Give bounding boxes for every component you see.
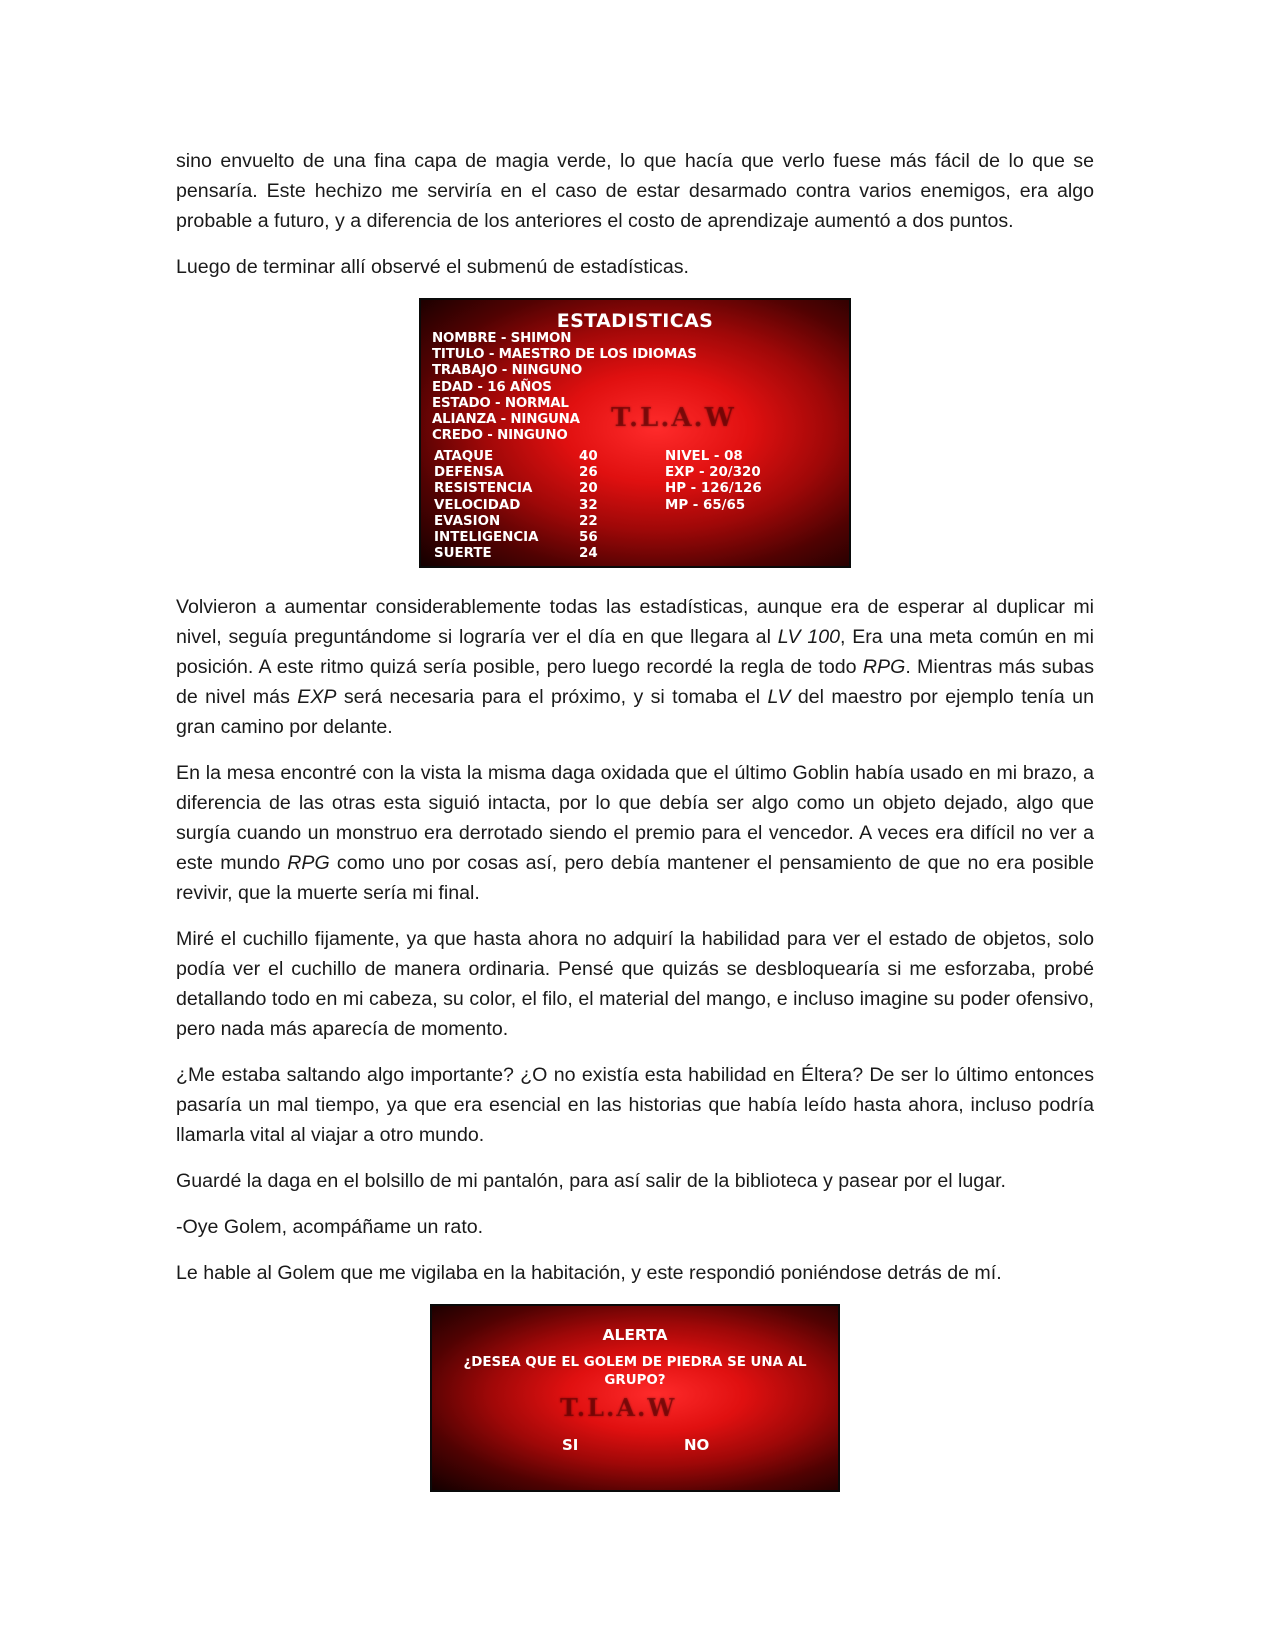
stats-panel <box>419 298 851 568</box>
stat-label: SUERTE <box>434 546 492 562</box>
stat-row <box>434 498 609 514</box>
stats-info-item: TRABAJO - NINGUNO <box>432 363 583 379</box>
paragraph: -Oye Golem, acompáñame un rato. <box>176 1216 484 1238</box>
stat-value: 40 <box>579 449 598 464</box>
paragraph <box>176 592 1094 742</box>
level-info-item: NIVEL - 08 <box>665 449 743 464</box>
stat-row <box>434 481 609 497</box>
stat-value: 26 <box>579 465 598 481</box>
alert-message: ¿DESEA QUE EL GOLEM DE PIEDRA SE UNA AL GRUPO? <box>463 1355 807 1388</box>
text-run: , Era una meta común en mi posición. A este ritmo quizá sería posible, pero luego recordé la regla de todo <box>176 626 1094 678</box>
stats-title: ESTADISTICAS <box>556 310 714 332</box>
text-run: En la mesa encontré con la vista la misma daga oxidada que el último Goblin había usado en mi brazo, a diferencia de las otras esta siguió intacta, por lo que debía ser algo como un objeto dejado, algo que surgía cuando un monstruo era derrotado siendo el premio para el vencedor. A veces era difícil no ver a este mundo <box>176 762 1094 874</box>
stat-label: INTELIGENCIA <box>434 529 539 545</box>
text-run-italic: LV 100 <box>777 626 841 648</box>
level-info-item: EXP - 20/320 <box>665 465 761 481</box>
document-page <box>176 146 1094 1492</box>
watermark-logo: T.L.A.W <box>560 1393 677 1422</box>
stat-label: DEFENSA <box>434 465 504 481</box>
paragraph: Guardé la daga en el bolsillo de mi pantalón, para así salir de la biblioteca y pasear por el lugar. <box>176 1170 1006 1192</box>
stat-value: 32 <box>579 497 598 513</box>
text-run: como uno por cosas así, pero debía mantener el pensamiento de que no era posible revivir, que la muerte sería mi final. <box>176 852 1094 904</box>
stat-row <box>434 546 609 562</box>
level-info-list <box>665 449 762 514</box>
text-run: Volvieron a aumentar considerablemente todas las estadísticas, aunque era de esperar al duplicar mi nivel, seguía preguntándome si lograría ver el día en que llegara al <box>176 596 1094 648</box>
level-info-item: HP - 126/126 <box>665 481 762 497</box>
stats-info-item: TITULO - MAESTRO DE LOS IDIOMAS <box>432 347 697 363</box>
text-run-italic: RPG <box>862 656 906 678</box>
stats-info-item: CREDO - NINGUNO <box>432 428 568 444</box>
text-run-italic: RPG <box>287 852 330 874</box>
stat-label: ATAQUE <box>434 449 494 464</box>
yes-button[interactable]: SI <box>562 1436 579 1454</box>
stat-row <box>434 449 609 465</box>
watermark-logo: T.L.A.W <box>611 403 736 433</box>
paragraph: Le hable al Golem que me vigilaba en la habitación, y este respondió poniéndose detrás de mí. <box>176 1262 1002 1284</box>
paragraph: Miré el cuchillo fijamente, ya que hasta ahora no adquirí la habilidad para ver el estado de objetos, solo podía ver el cuchillo de manera ordinaria. Pensé que quizás se desbloquearía si me esforzaba, probé detallando todo en mi cabeza, su color, el filo, el material del mango, e incluso imagine su poder ofensivo, pero nada más aparecía de momento. <box>176 928 1094 1040</box>
stat-value: 20 <box>579 481 598 497</box>
paragraph: Luego de terminar allí observé el submenú de estadísticas. <box>176 256 689 278</box>
stats-info-item: EDAD - 16 AÑOS <box>432 379 552 395</box>
stat-value: 56 <box>579 529 598 545</box>
text-run: del maestro por ejemplo tenía un gran camino por delante. <box>176 686 1094 738</box>
stats-info-item: NOMBRE - SHIMON <box>432 331 572 346</box>
stat-value: 22 <box>579 513 598 529</box>
stat-label: EVASION <box>434 513 501 529</box>
stat-label: VELOCIDAD <box>434 497 521 513</box>
stat-label: RESISTENCIA <box>434 481 533 497</box>
text-run-italic: EXP <box>297 686 337 708</box>
stat-list <box>434 449 609 562</box>
paragraph: ¿Me estaba saltando algo importante? ¿O no existía esta habilidad en Éltera? De ser lo último entonces pasaría un mal tiempo, ya que era esencial en las historias que había leído hasta ahora, incluso podría llamarla vital al viajar a otro mundo. <box>176 1064 1094 1146</box>
stat-row <box>434 530 609 546</box>
stats-info-item: ESTADO - NORMAL <box>432 395 569 411</box>
paragraph <box>176 758 1094 908</box>
paragraph: sino envuelto de una fina capa de magia verde, lo que hacía que verlo fuese más fácil de lo que se pensaría. Este hechizo me serviría en el caso de estar desarmado contra varios enemigos, era algo probable a futuro, y a diferencia de los anteriores el costo de aprendizaje aumentó a dos puntos. <box>176 150 1094 232</box>
alert-title: ALERTA <box>602 1326 668 1344</box>
level-info-item: MP - 65/65 <box>665 497 746 513</box>
stat-row <box>434 514 609 530</box>
text-run: será necesaria para el próximo, y si tomaba el <box>336 686 768 708</box>
no-button[interactable]: NO <box>684 1436 710 1454</box>
stat-row <box>434 465 609 481</box>
text-run-italic: LV <box>767 686 791 708</box>
alert-panel <box>430 1304 840 1492</box>
text-run: . Mientras más subas de nivel más <box>176 656 1094 708</box>
stat-value: 24 <box>579 546 598 562</box>
stats-info-item: ALIANZA - NINGUNA <box>432 412 580 428</box>
